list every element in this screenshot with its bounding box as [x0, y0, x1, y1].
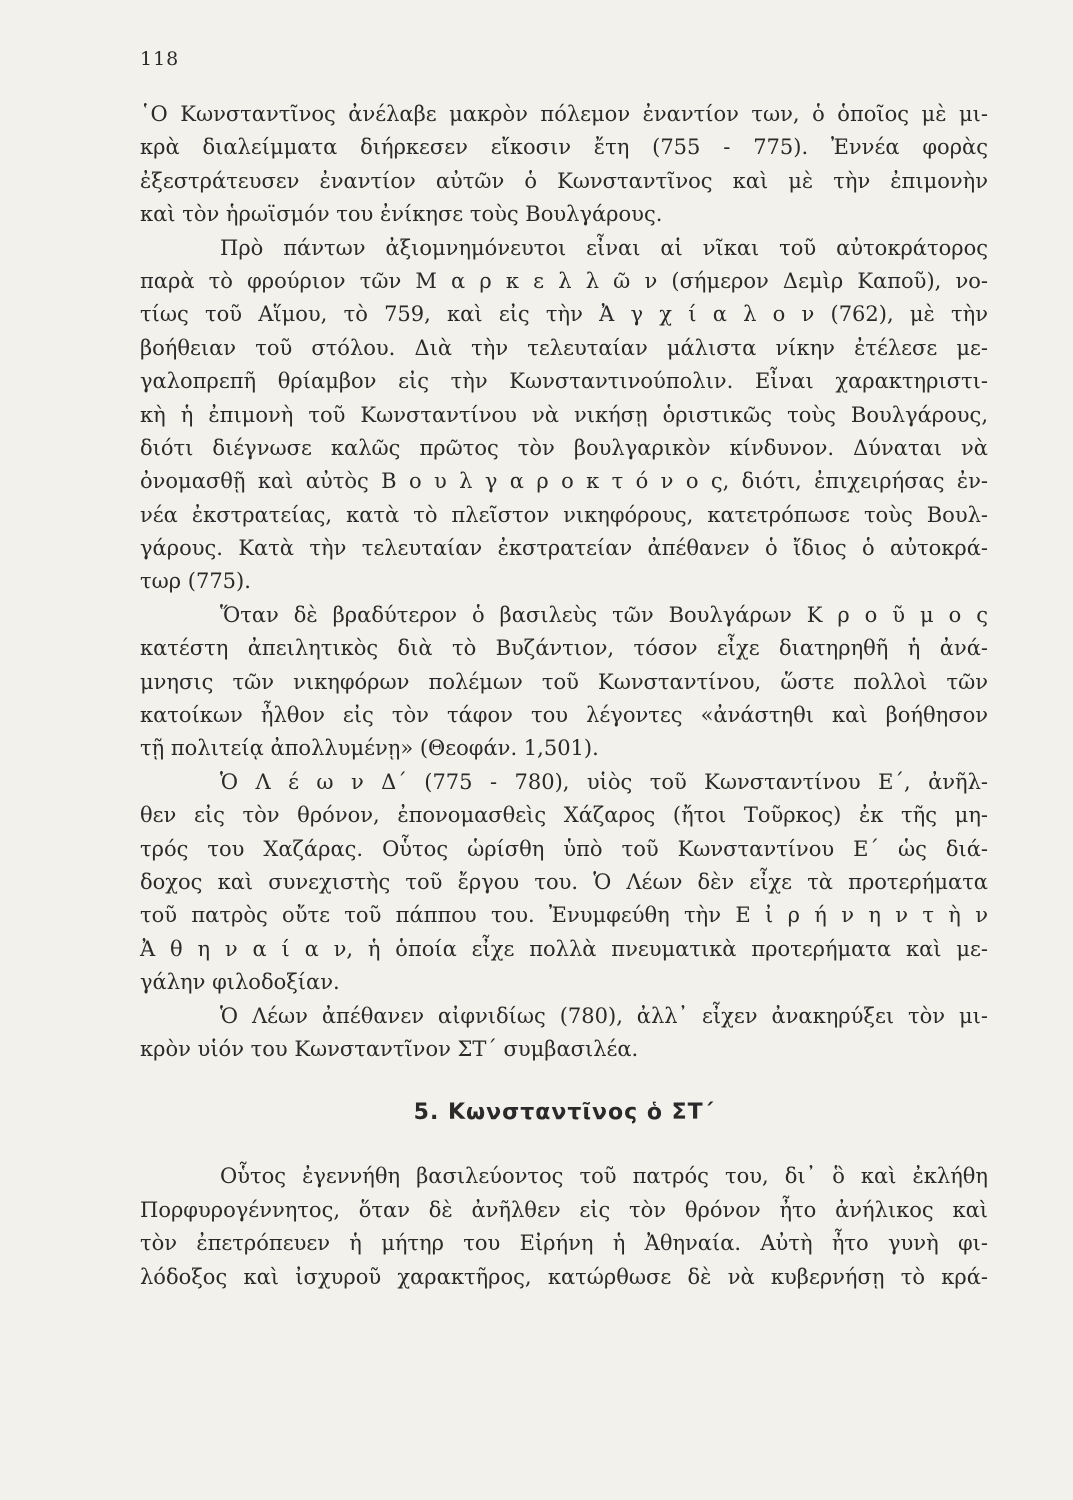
paragraph — [140, 232, 988, 599]
text-line: γαλοπρεπῆ θρίαμβον εἰς τὴν Κωνσταντινούπολιν. Εἶναι χαρακτηριστι- — [140, 369, 988, 394]
text-line: τὸν ἐπετρόπευεν ἡ μήτηρ του Εἰρήνη ἡ Ἀθηναία. Αὐτὴ ἦτο γυνὴ φι- — [140, 1231, 988, 1256]
text-line: γάρους. Κατὰ τὴν τελευταίαν ἐκστρατείαν ἀπέθανεν ὁ ἴδιος ὁ αὐτοκρά- — [140, 536, 988, 561]
text-line: νέα ἐκστρατείας, κατὰ τὸ πλεῖστον νικηφόρους, κατετρόπωσε τοὺς Βουλ- — [140, 502, 988, 527]
paragraph — [140, 766, 988, 1000]
paragraph — [140, 1000, 988, 1067]
text-line: τοῦ πατρὸς οὔτε τοῦ πάππου του. Ἐνυμφεύθη τὴν Ε ἰ ρ ή ν η ν τ ὴ ν — [140, 903, 988, 928]
text-line: μνησις τῶν νικηφόρων πολέμων τοῦ Κωνσταντίνου, ὥστε πολλοὶ τῶν — [140, 669, 988, 694]
text-line: τίως τοῦ Αἵμου, τὸ 759, καὶ εἰς τὴν Ἀ γ χ ί α λ ο ν (762), μὲ τὴν — [140, 302, 988, 327]
text-line: διότι διέγνωσε καλῶς πρῶτος τὸν βουλγαρικὸν κίνδυνον. Δύναται νὰ — [140, 435, 988, 460]
text-line: Πρὸ πάντων ἀξιομνημόνευτοι εἶναι αἱ νῖκαι τοῦ αὐτοκράτορος — [220, 235, 988, 260]
body-text — [140, 98, 988, 1294]
text-line: ὀνομασθῇ καὶ αὐτὸς Β ο υ λ γ α ρ ο κ τ ό ν ο ς, διότι, ἐπιχειρήσας ἐν- — [140, 469, 988, 494]
text-line: θεν εἰς τὸν θρόνον, ἐπονομασθεὶς Χάζαρος (ἤτοι Τοῦρκος) ἐκ τῆς μη- — [140, 803, 988, 828]
text-line: ἐξεστράτευσεν ἐναντίον αὐτῶν ὁ Κωνσταντῖνος καὶ μὲ τὴν ἐπιμονὴν — [140, 168, 988, 193]
text-line: Ὁ Λέων ἀπέθανεν αἰφνιδίως (780), ἀλλ᾽ εἶχεν ἀνακηρύξει τὸν μι- — [220, 1003, 988, 1028]
text-line: Ὁ Λ έ ω ν Δ΄ (775 - 780), υἱὸς τοῦ Κωνσταντίνου Ε΄, ἀνῆλ- — [220, 769, 988, 794]
text-line: δοχος καὶ συνεχιστὴς τοῦ ἔργου του. Ὁ Λέων δὲν εἶχε τὰ προτερήματα — [140, 869, 988, 894]
spacer — [140, 1066, 988, 1080]
paragraph — [140, 1160, 988, 1294]
text-line: κρὰ διαλείμματα διήρκεσεν εἴκοσιν ἔτη (755 - 775). Ἐννέα φορὰς — [140, 135, 988, 160]
text-line: τρός του Χαζάρας. Οὗτος ὡρίσθη ὑπὸ τοῦ Κωνσταντίνου Ε΄ ὡς διά- — [140, 836, 988, 861]
text-line: Ἀ θ η ν α ί α ν, ἡ ὁποία εἶχε πολλὰ πνευματικὰ προτερήματα καὶ με- — [140, 936, 988, 961]
text-line: κρὸν υἱόν του Κωνσταντῖνον ΣΤ΄ συμβασιλέα. — [140, 1036, 639, 1061]
text-line: τωρ (775). — [140, 569, 251, 594]
text-line: Ὅταν δὲ βραδύτερον ὁ βασιλεὺς τῶν Βουλγάρων Κ ρ ο ῦ μ ο ς — [220, 602, 988, 627]
text-line: κὴ ἡ ἐπιμονὴ τοῦ Κωνσταντίνου νὰ νικήσῃ ὁριστικῶς τοὺς Βουλγάρους, — [140, 402, 988, 427]
text-line: ῾Ο Κωνσταντῖνος ἀνέλαβε μακρὸν πόλεμον ἐναντίον των, ὁ ὁποῖος μὲ μι- — [140, 102, 988, 126]
text-line: λόδοξος καὶ ἰσχυροῦ χαρακτῆρος, κατώρθωσε δὲ νὰ κυβερνήσῃ τὸ κρά- — [140, 1264, 988, 1289]
text-line: βοήθειαν τοῦ στόλου. Διὰ τὴν τελευταίαν μάλιστα νίκην ἐτέλεσε με- — [140, 335, 988, 360]
text-line: τῇ πολιτείᾳ ἀπολλυμένῃ» (Θεοφάν. 1,501). — [140, 736, 599, 761]
text-line: κατέστη ἀπειλητικὸς διὰ τὸ Βυζάντιον, τόσον εἶχε διατηρηθῆ ἡ ἀνά- — [140, 636, 988, 661]
section-heading: 5. Κωνσταντῖνος ὁ ΣΤ΄ — [413, 1100, 715, 1126]
spacer — [140, 1146, 988, 1160]
page-number: 118 — [140, 48, 180, 70]
paragraph — [140, 599, 988, 766]
paragraph — [140, 98, 988, 232]
text-line: καὶ τὸν ἡρωϊσμόν του ἐνίκησε τοὺς Βουλγάρους. — [140, 202, 663, 227]
text-line: κατοίκων ἦλθον εἰς τὸν τάφον του λέγοντες «ἀνάστηθι καὶ βοήθησον — [140, 703, 988, 728]
text-line: γάλην φιλοδοξίαν. — [140, 970, 340, 995]
text-line: παρὰ τὸ φρούριον τῶν Μ α ρ κ ε λ λ ῶ ν (σήμερον Δεμὶρ Καποῦ), νο- — [140, 268, 988, 293]
text-line: Πορφυρογέννητος, ὅταν δὲ ἀνῆλθεν εἰς τὸν θρόνον ἦτο ἀνήλικος καὶ — [140, 1197, 988, 1222]
text-line: Οὗτος ἐγεννήθη βασιλεύοντος τοῦ πατρός του, δι᾽ ὃ καὶ ἐκλήθη — [220, 1164, 988, 1189]
